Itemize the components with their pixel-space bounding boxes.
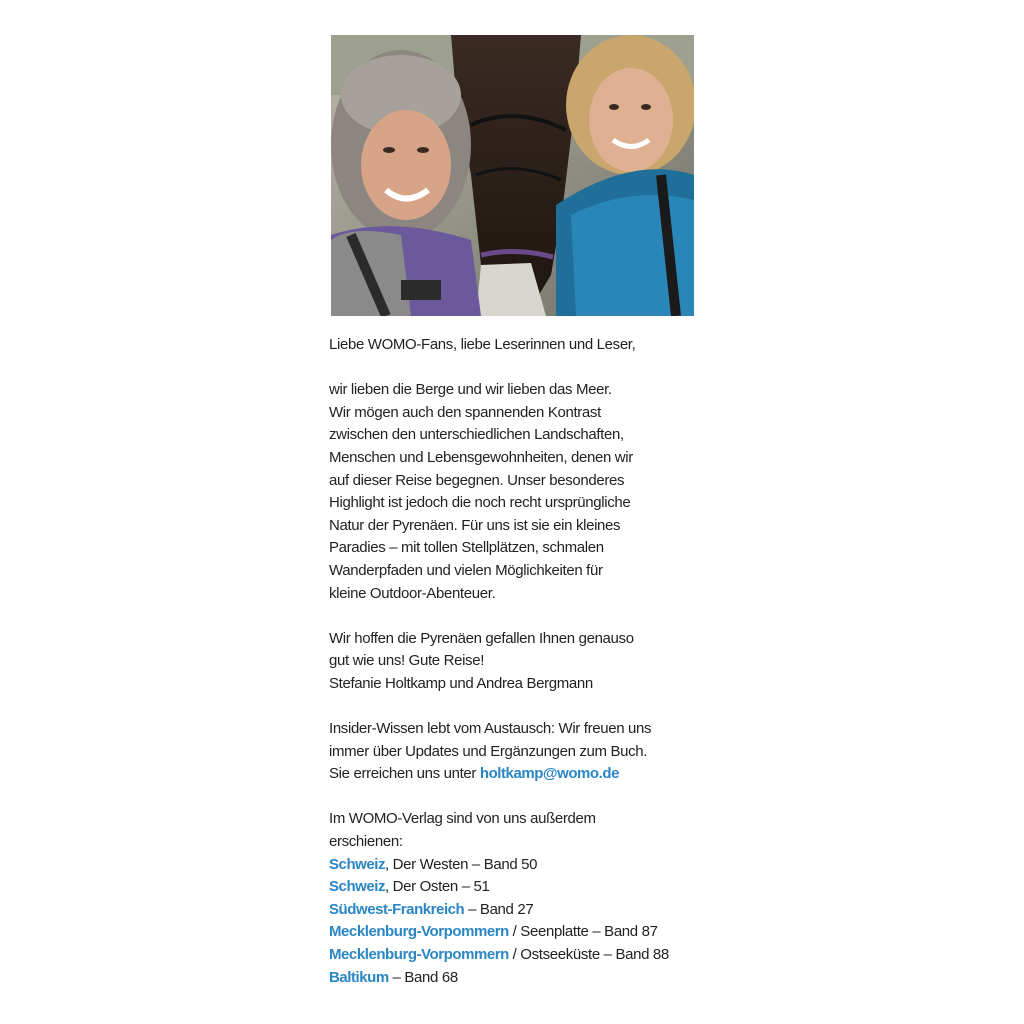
publication-title-link[interactable]: Mecklenburg-Vorpommern (329, 923, 509, 941)
publication-title-link[interactable]: Schweiz (329, 855, 386, 873)
email-link[interactable]: holtkamp@womo.de (479, 765, 619, 783)
publication-detail: , Der Osten – 51 (385, 878, 490, 896)
insider-line: immer über Updates und Ergänzungen zum Buch. (329, 742, 648, 760)
publication-item (329, 921, 709, 944)
publication-title-link[interactable]: Baltikum (329, 968, 389, 986)
photo-two-women-with-horse-icon (331, 35, 694, 316)
intro-line: auf dieser Reise begegnen. Unser besonderes (329, 471, 625, 489)
publication-detail: – Band 68 (388, 968, 458, 986)
publication-item (329, 876, 709, 899)
insider-paragraph (329, 718, 709, 786)
letter-text (329, 334, 709, 989)
publication-detail: – Band 27 (464, 900, 534, 918)
intro-line: wir lieben die Berge und wir lieben das Meer. (329, 381, 612, 399)
publications-intro-line: erschienen: (329, 833, 403, 851)
publication-title-link[interactable]: Mecklenburg-Vorpommern (329, 946, 509, 964)
publication-title-link[interactable]: Südwest-Frankreich (329, 900, 465, 918)
intro-line: Natur der Pyrenäen. Für uns ist sie ein kleines (329, 516, 621, 534)
publications-intro-line: Im WOMO-Verlag sind von uns außerdem (329, 810, 596, 828)
publication-detail: / Ostseeküste – Band 88 (508, 946, 669, 964)
author-photo (331, 35, 694, 316)
intro-line: Wir mögen auch den spannenden Kontrast (329, 403, 601, 421)
closing-line: Wir hoffen die Pyrenäen gefallen Ihnen genauso (329, 629, 634, 647)
intro-line: Wanderpfaden und vielen Möglichkeiten für (329, 561, 603, 579)
publication-title-link[interactable]: Schweiz (329, 878, 386, 896)
closing-paragraph (329, 628, 709, 696)
intro-line: Menschen und Lebensgewohnheiten, denen wir (329, 448, 633, 466)
publications-paragraph (329, 808, 709, 989)
intro-line: kleine Outdoor-Abenteuer. (329, 584, 496, 602)
intro-line: zwischen den unterschiedlichen Landschaften, (329, 426, 624, 444)
publication-item (329, 854, 709, 877)
closing-line: gut wie uns! Gute Reise! (329, 652, 485, 670)
contact-line (329, 763, 709, 786)
insider-line: Insider-Wissen lebt vom Austausch: Wir freuen uns (329, 720, 652, 738)
publication-item (329, 944, 709, 967)
greeting: Liebe WOMO-Fans, liebe Leserinnen und Leser, (329, 336, 636, 353)
intro-line: Highlight ist jedoch die noch recht ursprüngliche (329, 494, 631, 512)
contact-prefix: Sie erreichen uns unter (329, 765, 480, 783)
publication-detail: , Der Westen – Band 50 (385, 855, 538, 873)
publication-detail: / Seenplatte – Band 87 (508, 923, 658, 941)
publication-item (329, 899, 709, 922)
publication-item (329, 967, 709, 990)
intro-line: Paradies – mit tollen Stellplätzen, schmalen (329, 539, 604, 557)
signature-line: Stefanie Holtkamp und Andrea Bergmann (329, 674, 593, 692)
intro-paragraph (329, 379, 709, 605)
